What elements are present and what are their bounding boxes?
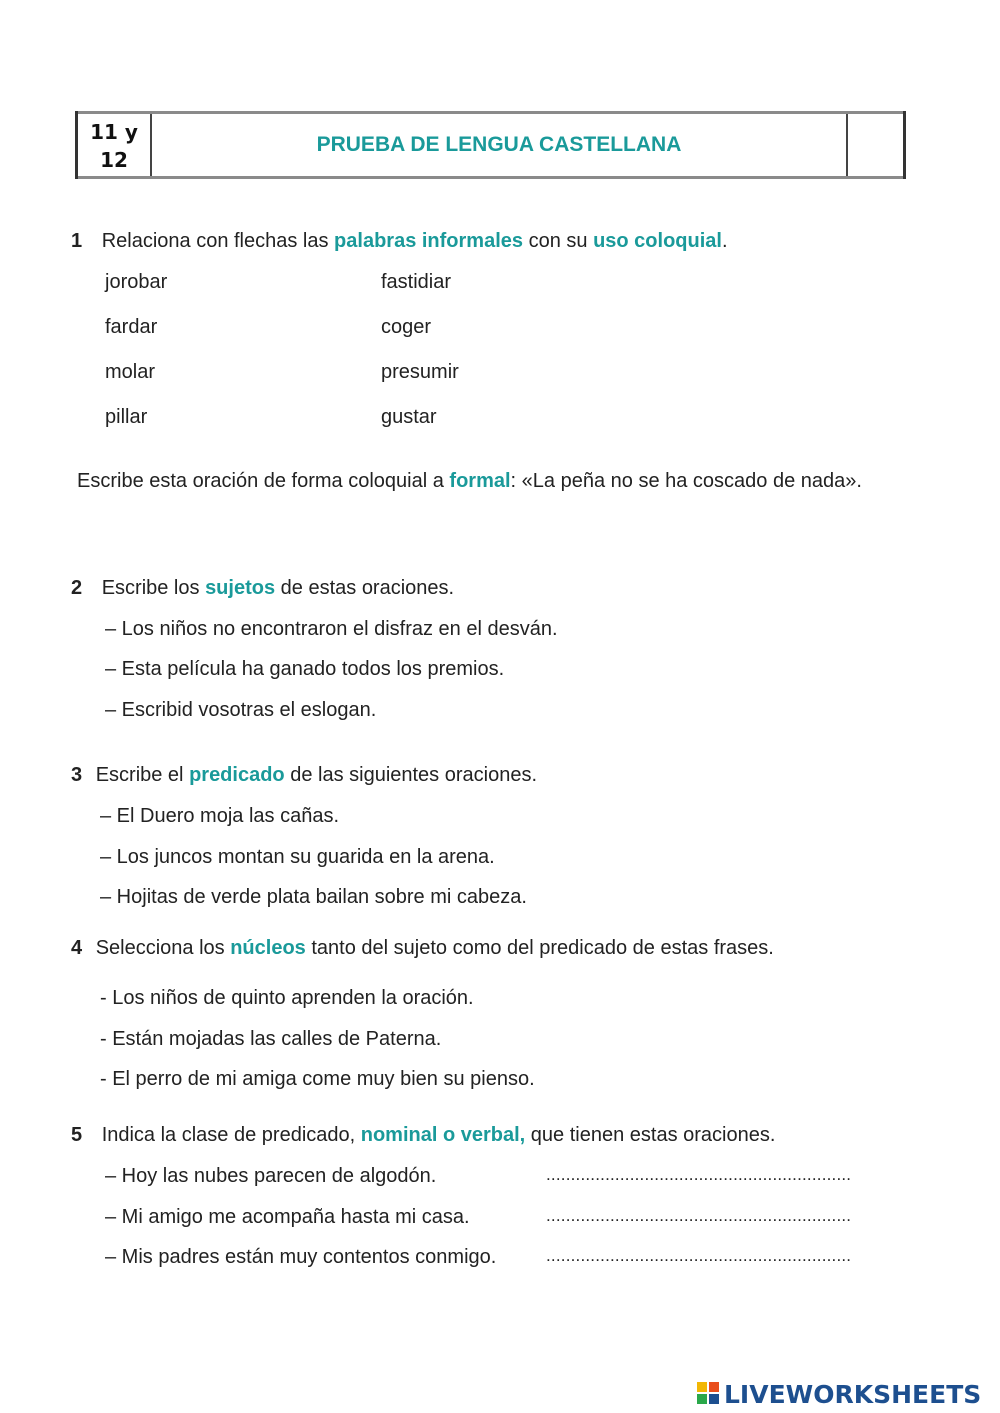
- q1-keyword-informales: palabras informales: [334, 230, 524, 252]
- q1-extra-text-a: Escribe esta oración de forma coloquial a: [77, 470, 450, 492]
- q4-item-3[interactable]: - El perro de mi amiga come muy bien su pienso.: [100, 1068, 535, 1090]
- q2-prompt: [71, 577, 454, 600]
- q5-prompt-text-a: Indica la clase de predicado,: [101, 1124, 361, 1146]
- q2-prompt-text-a: Escribe los: [101, 577, 206, 599]
- q1-prompt-text-a: Relaciona con flechas las: [101, 230, 335, 252]
- score-cell: [846, 114, 903, 176]
- q3-item-3[interactable]: – Hojitas de verde plata bailan sobre mi cabeza.: [100, 886, 527, 908]
- q1-left-word-4[interactable]: pillar: [105, 406, 148, 428]
- q4-number: 4: [71, 937, 83, 959]
- q1-extra-text-c: : «La peña no se ha coscado de nada».: [510, 470, 862, 492]
- q1-right-word-4[interactable]: gustar: [381, 406, 437, 428]
- q5-item-1: – Hoy las nubes parecen de algodón.: [105, 1165, 437, 1187]
- q2-item-2[interactable]: – Esta película ha ganado todos los premios.: [105, 658, 505, 680]
- grade-cell: [78, 114, 152, 176]
- q3-prompt: [71, 764, 537, 787]
- q2-keyword-sujetos: sujetos: [205, 577, 276, 599]
- q1-right-word-2[interactable]: coger: [381, 316, 432, 338]
- q5-prompt: [71, 1124, 775, 1147]
- q4-prompt-text-c: tanto del sujeto como del predicado de estas frases.: [305, 937, 774, 959]
- q2-item-1[interactable]: – Los niños no encontraron el disfraz en el desván.: [105, 618, 558, 640]
- q5-keyword-nominal-verbal: nominal o verbal,: [360, 1124, 526, 1146]
- q3-prompt-text-c: de las siguientes oraciones.: [284, 764, 538, 786]
- q1-left-word-2[interactable]: fardar: [105, 316, 158, 338]
- q1-left-word-1[interactable]: jorobar: [105, 271, 168, 293]
- q3-number: 3: [71, 764, 83, 786]
- q1-keyword-formal: formal: [449, 470, 511, 492]
- q4-prompt-text-a: Selecciona los: [95, 937, 231, 959]
- q4-keyword-nucleos: núcleos: [230, 937, 306, 959]
- q1-left-word-3[interactable]: molar: [105, 361, 156, 383]
- q5-item-3: – Mis padres están muy contentos conmigo.: [105, 1246, 497, 1268]
- q3-item-2[interactable]: – Los juncos montan su guarida en la arena.: [100, 846, 495, 868]
- q3-keyword-predicado: predicado: [189, 764, 285, 786]
- grade-line-1: 11 y: [90, 120, 138, 144]
- grade-line-2: 12: [100, 148, 128, 172]
- liveworksheets-logo: [697, 1376, 981, 1412]
- q5-item-2: – Mi amigo me acompaña hasta mi casa.: [105, 1206, 470, 1228]
- q1-number: 1: [71, 230, 83, 252]
- q3-prompt-text-a: Escribe el: [95, 764, 190, 786]
- q1-prompt-text-e: .: [721, 230, 728, 252]
- q3-item-1[interactable]: – El Duero moja las cañas.: [100, 805, 340, 827]
- q4-prompt: [71, 937, 774, 960]
- q5-number: 5: [71, 1124, 83, 1146]
- q2-prompt-text-c: de estas oraciones.: [275, 577, 455, 599]
- q5-answer-line-1[interactable]: ..............................................................: [546, 1165, 852, 1184]
- q1-keyword-coloquial: uso coloquial: [593, 230, 722, 252]
- q2-number: 2: [71, 577, 83, 599]
- liveworksheets-brand: LIVEWORKSHEETS: [724, 1379, 982, 1409]
- page-title: PRUEBA DE LENGUA CASTELLANA: [316, 133, 682, 156]
- q4-item-1[interactable]: - Los niños de quinto aprenden la oración.: [100, 987, 474, 1009]
- q2-item-3[interactable]: – Escribid vosotras el eslogan.: [105, 699, 377, 721]
- q1-prompt-text-c: con su: [523, 230, 594, 252]
- q5-answer-line-3[interactable]: ..............................................................: [546, 1246, 852, 1265]
- liveworksheets-logo-icon: [697, 1382, 721, 1406]
- q5-answer-line-2[interactable]: ..............................................................: [546, 1206, 852, 1225]
- q1-extra-instruction: [77, 470, 862, 493]
- q1-right-word-1[interactable]: fastidiar: [381, 271, 452, 293]
- q5-prompt-text-c: que tienen estas oraciones.: [525, 1124, 776, 1146]
- q1-prompt: [71, 230, 728, 253]
- q1-right-word-3[interactable]: presumir: [381, 361, 459, 383]
- header-box: [75, 111, 906, 179]
- q4-item-2[interactable]: - Están mojadas las calles de Paterna.: [100, 1028, 442, 1050]
